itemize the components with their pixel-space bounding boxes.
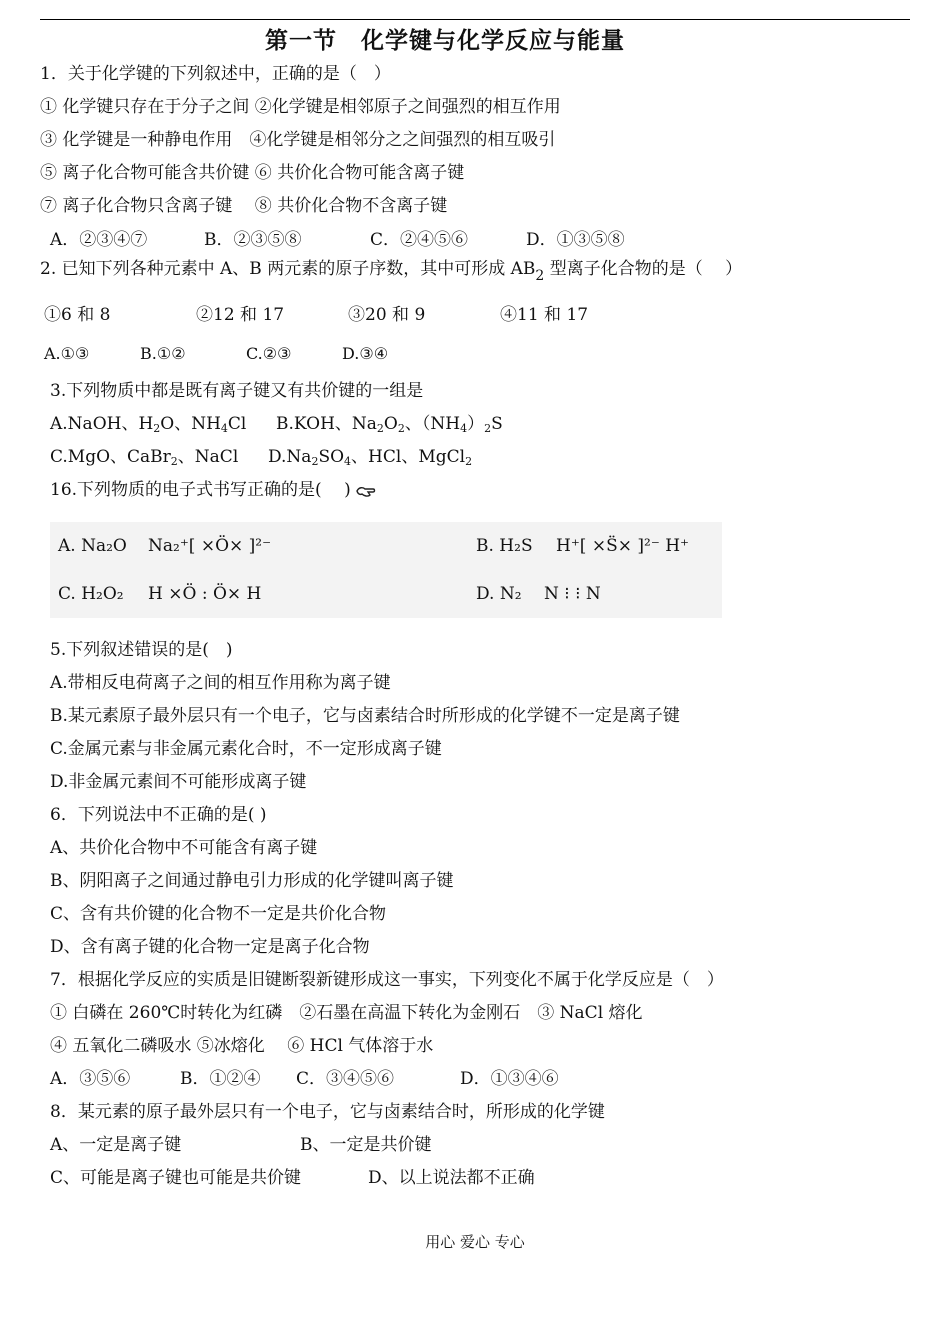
q1-option-a: A．②③④⑦: [50, 230, 148, 250]
q5-option-a: A.带相反电荷离子之间的相互作用称为离子键: [50, 673, 391, 693]
q3-option-c: [50, 445, 268, 474]
q3-option-a: [50, 412, 276, 441]
q1-option-b: B．②③⑤⑧: [204, 230, 302, 250]
q3-b-text-4: ）: [467, 414, 485, 434]
q3-b-sub-3: 4: [460, 422, 468, 435]
q7-statement-2: ④ 五氧化二磷吸水 ⑤冰熔化 ⑥ HCl 气体溶于水: [50, 1036, 434, 1056]
q8-option-b: B、一定是共价键: [300, 1135, 432, 1155]
q2-pair-3: ③20 和 9: [348, 305, 426, 325]
q1-statement-1: ① 化学键只存在于分子之间 ②化学键是相邻原子之间强烈的相互作用: [40, 97, 561, 117]
q3-a-text-2: O、NH: [160, 414, 221, 434]
figure-formula-c: H ⨯Ö : Ö⨯ H: [148, 584, 262, 604]
q5-stem: 5.下列叙述错误的是( ): [50, 640, 233, 660]
q6-option-d: D、含有离子键的化合物一定是离子化合物: [50, 937, 370, 957]
q2-pair-2: ②12 和 17: [196, 305, 285, 325]
figure-label-a: A. Na₂O: [58, 536, 127, 556]
q8-options-ab: [50, 1133, 432, 1157]
header-rule: [40, 19, 910, 20]
q3-d-sub-1: 2: [311, 455, 319, 468]
q2-option-d: D.③④: [342, 344, 389, 363]
figure-formula-d: N ⁝ ⁝ N: [544, 584, 601, 604]
q2-stem-post: 型离子化合物的是（ ）: [544, 259, 743, 279]
q3-b-text-3: 、（NH: [404, 414, 461, 434]
figure-label-d: D. N₂: [476, 584, 522, 604]
page-title: 第一节 化学键与化学反应与能量: [265, 28, 625, 54]
q7-stem: 7．根据化学反应的实质是旧键断裂新键形成这一事实，下列变化不属于化学反应是（ ）: [50, 970, 724, 990]
q2-pair-4: ④11 和 17: [500, 305, 589, 325]
q7-option-a: A．③⑤⑥: [50, 1069, 131, 1089]
q3-b-text-2: O: [383, 414, 398, 434]
electron-formula-figure: [50, 522, 722, 618]
q5-option-d: D.非金属元素间不可能形成离子键: [50, 772, 307, 792]
q3-b-sub-1: 2: [376, 422, 384, 435]
q7-statement-1: ① 白磷在 260℃时转化为红磷 ②石墨在高温下转化为金刚石 ③ NaCl 熔化: [50, 1003, 643, 1023]
q5-option-c: C.金属元素与非金属元素化合时，不一定形成离子键: [50, 739, 442, 759]
q7-option-b: B．①②④: [180, 1069, 261, 1089]
q3-a-text-3: Cl: [227, 414, 247, 434]
q2-pairs: [44, 303, 588, 327]
q3-options-cd: [50, 445, 472, 474]
q1-statement-4: ⑦ 离子化合物只含离子键 ⑧ 共价化合物不含离子键: [40, 196, 448, 216]
q8-stem: 8．某元素的原子最外层只有一个电子，它与卤素结合时，所形成的化学键: [50, 1102, 605, 1122]
figure-label-c: C. H₂O₂: [58, 584, 124, 604]
q1-stem: 1．关于化学键的下列叙述中，正确的是（ ）: [40, 64, 391, 84]
q8-option-a: A、一定是离子键: [50, 1135, 182, 1155]
q2-pair-1: ①6 和 8: [44, 305, 111, 325]
q3-c-sub-1: 2: [170, 455, 178, 468]
q3-d-text-1: D.Na: [268, 447, 312, 467]
q2-option-c: C.②③: [246, 344, 292, 363]
q6-option-b: B、阴阳离子之间通过静电引力形成的化学键叫离子键: [50, 871, 454, 891]
q2-option-b: B.①②: [140, 344, 186, 363]
q3-c-text-2: 、NaCl: [177, 447, 239, 467]
figure-label-b: B. H₂S: [476, 536, 533, 556]
q3-a-sub-2: 4: [220, 422, 228, 435]
q2-options: [44, 342, 388, 366]
q3-b-text-5: S: [491, 414, 503, 434]
q6-option-c: C、含有共价键的化合物不一定是共价化合物: [50, 904, 387, 924]
q3-b-sub-4: 2: [484, 422, 492, 435]
q3-stem: 3.下列物质中都是既有离子键又有共价键的一组是: [50, 381, 424, 401]
q7-options: [50, 1067, 559, 1091]
q3-d-sub-3: 2: [465, 455, 473, 468]
q3-b-sub-2: 2: [397, 422, 405, 435]
q3-c-text-1: C.MgO、CaBr: [50, 447, 171, 467]
q3-d-text-2: SO: [318, 447, 345, 467]
q6-stem: 6．下列说法中不正确的是( ): [50, 805, 267, 825]
q2-stem-pre: 2. 已知下列各种元素中 A、B 两元素的原子序数，其中可形成 AB: [40, 259, 536, 279]
q2-stem-sub: 2: [535, 268, 545, 284]
q3-a-text-1: A.NaOH、H: [50, 414, 154, 434]
hand-pointing-icon: [356, 484, 378, 498]
q3-option-d: [268, 447, 472, 467]
q2-option-a: A.①③: [44, 344, 90, 363]
q1-option-c: C．②④⑤⑥: [370, 230, 469, 250]
q6-option-a: A、共价化合物中不可能含有离子键: [50, 838, 318, 858]
q16-stem: [50, 478, 378, 502]
q8-options-cd: [50, 1166, 535, 1190]
q3-d-text-3: 、HCl、MgCl: [351, 447, 466, 467]
q3-b-text-1: B.KOH、Na: [276, 414, 377, 434]
q5-option-b: B.某元素原子最外层只有一个电子，它与卤素结合时所形成的化学键不一定是离子键: [50, 706, 680, 726]
q3-a-sub-1: 2: [153, 422, 161, 435]
q8-option-d: D、以上说法都不正确: [368, 1168, 535, 1188]
q1-options: [50, 228, 625, 252]
q7-option-c: C．③④⑤⑥: [296, 1069, 395, 1089]
q3-d-sub-2: 4: [344, 455, 352, 468]
page-footer: 用心 爱心 专心: [425, 1233, 525, 1251]
q7-option-d: D．①③④⑥: [460, 1069, 559, 1089]
q1-statement-2: ③ 化学键是一种静电作用 ④化学键是相邻分之之间强烈的相互吸引: [40, 130, 556, 150]
q1-statement-3: ⑤ 离子化合物可能含共价键 ⑥ 共价化合物可能含离子键: [40, 163, 465, 183]
figure-formula-a: Na₂⁺[ ⨯Ö⨯ ]²⁻: [148, 536, 272, 556]
q2-stem: [40, 257, 742, 288]
q3-options-ab: [50, 412, 503, 441]
figure-formula-b: H⁺[ ⨯S̈⨯ ]²⁻ H⁺: [556, 536, 689, 556]
q3-option-b: [276, 414, 503, 434]
q8-option-c: C、可能是离子键也可能是共价键: [50, 1168, 302, 1188]
q1-option-d: D．①③⑤⑧: [526, 230, 625, 250]
q16-stem-text: 16.下列物质的电子式书写正确的是( ): [50, 480, 351, 500]
